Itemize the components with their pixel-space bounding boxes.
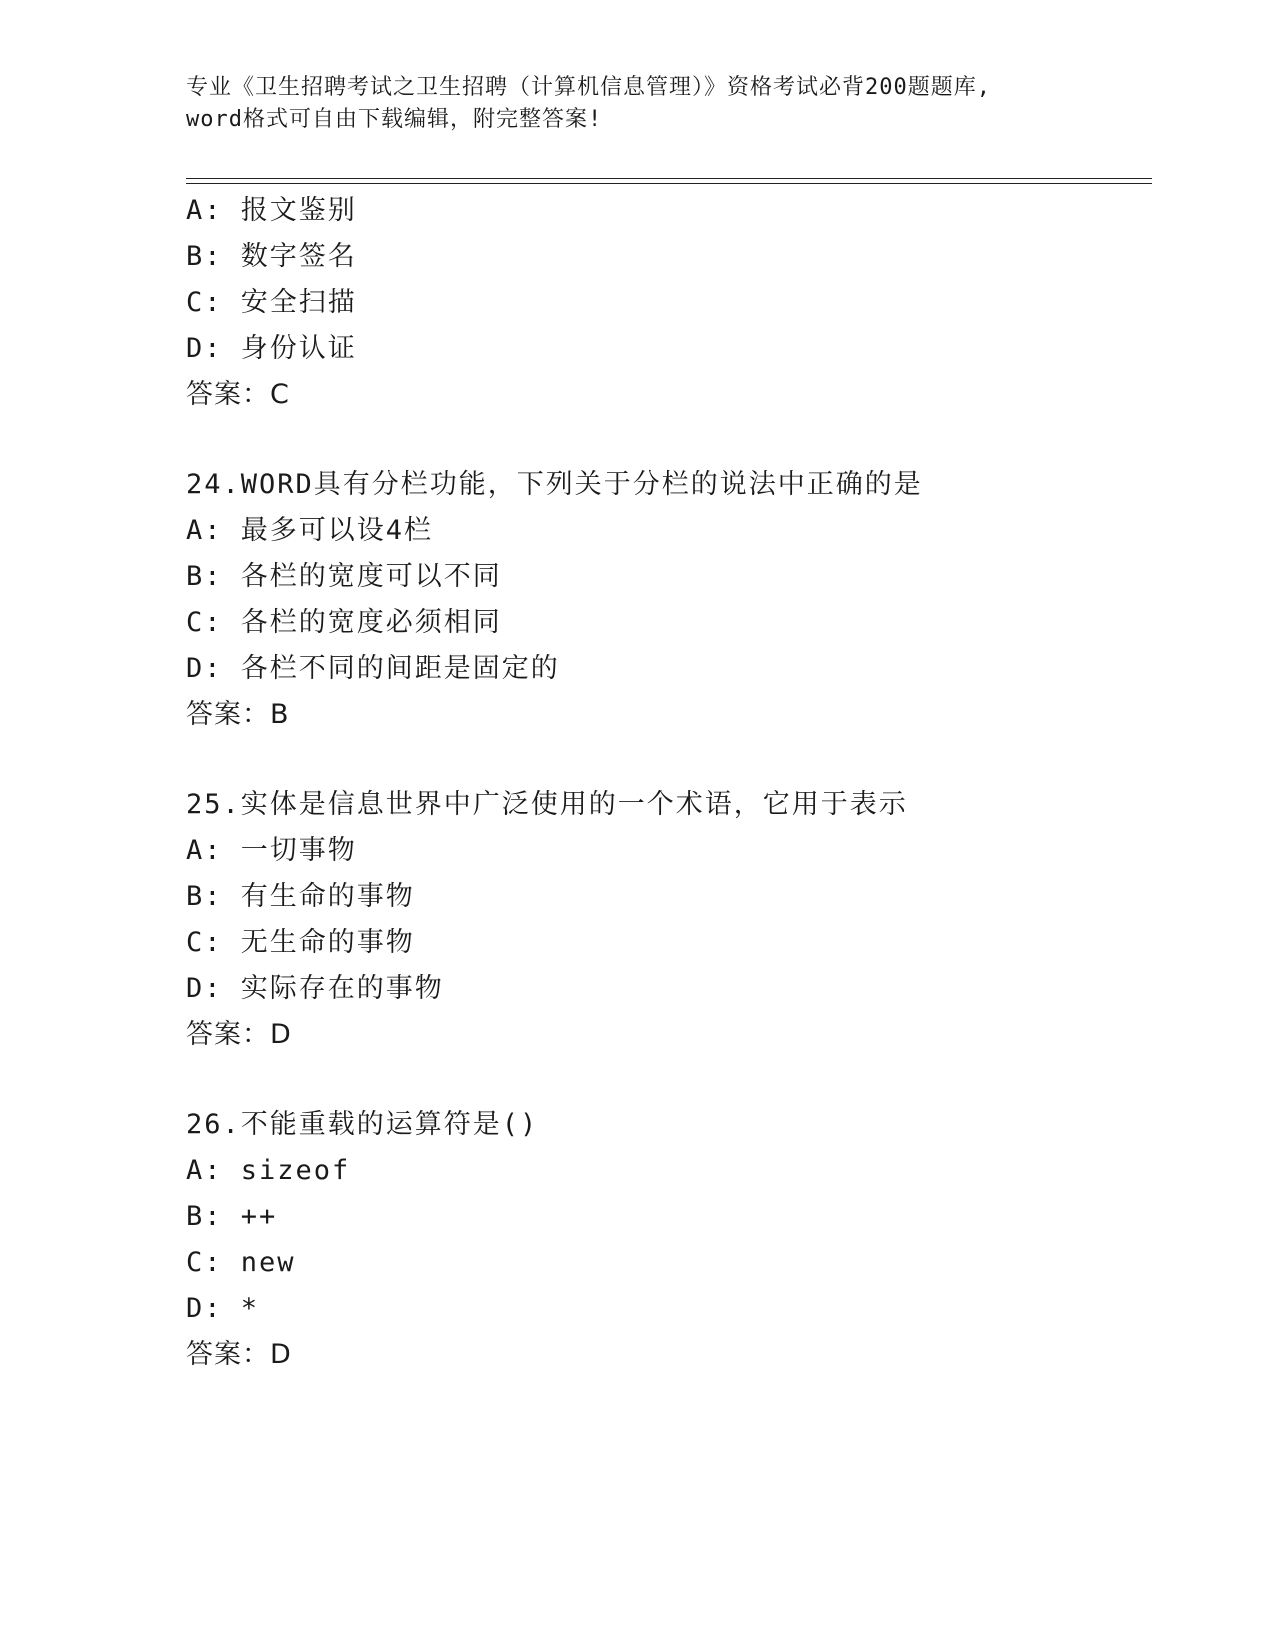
option-c: C: 无生命的事物 — [186, 927, 415, 958]
option-a: A: 最多可以设4栏 — [186, 515, 434, 546]
option-b: B: ++ — [186, 1201, 278, 1232]
header-title-line2: word格式可自由下载编辑，附完整答案! — [186, 107, 603, 132]
option-d: D: 各栏不同的间距是固定的 — [186, 653, 560, 684]
option-a: A: 报文鉴别 — [186, 195, 357, 226]
spacer — [186, 1058, 1146, 1102]
option-c: C: new — [186, 1247, 296, 1278]
question-block-23 — [186, 188, 1146, 418]
question-block-24 — [186, 462, 1146, 738]
spacer — [186, 738, 1146, 782]
answer-line: 答案：C — [186, 379, 290, 410]
header-divider-top — [186, 178, 1152, 179]
option-d: D: 实际存在的事物 — [186, 973, 444, 1004]
option-c: C: 各栏的宽度必须相同 — [186, 607, 502, 638]
answer-line: 答案：D — [186, 1339, 292, 1370]
spacer — [186, 418, 1146, 462]
question-list — [186, 188, 1146, 1378]
question-text: 24.WORD具有分栏功能，下列关于分栏的说法中正确的是 — [186, 469, 923, 500]
option-b: B: 各栏的宽度可以不同 — [186, 561, 502, 592]
option-d: D: * — [186, 1293, 260, 1324]
option-a: A: 一切事物 — [186, 835, 357, 866]
option-b: B: 数字签名 — [186, 241, 357, 272]
header-divider-bottom — [186, 183, 1152, 184]
option-d: D: 身份认证 — [186, 333, 357, 364]
answer-line: 答案：B — [186, 699, 290, 730]
option-b: B: 有生命的事物 — [186, 881, 415, 912]
question-text: 26.不能重载的运算符是() — [186, 1109, 539, 1140]
question-block-26 — [186, 1102, 1146, 1378]
question-block-25 — [186, 782, 1146, 1058]
header-title-line1: 专业《卫生招聘考试之卫生招聘（计算机信息管理）》资格考试必背200题题库, — [186, 75, 991, 100]
option-a: A: sizeof — [186, 1155, 351, 1186]
option-c: C: 安全扫描 — [186, 287, 357, 318]
document-header — [186, 72, 1086, 136]
answer-line: 答案：D — [186, 1019, 292, 1050]
question-text: 25.实体是信息世界中广泛使用的一个术语，它用于表示 — [186, 789, 908, 820]
